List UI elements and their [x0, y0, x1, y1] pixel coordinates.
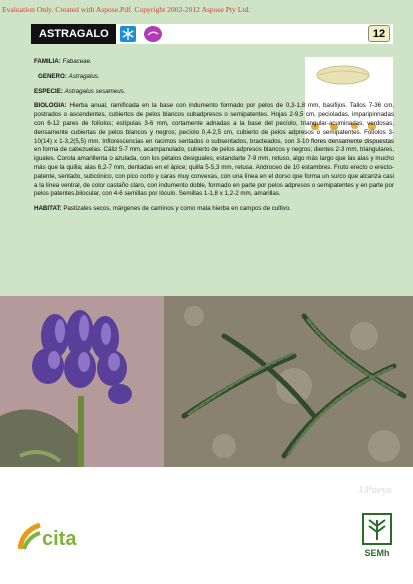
especie-label: ESPECIE: [34, 87, 63, 95]
footer [0, 467, 413, 584]
page-number: 12 [368, 25, 390, 42]
semh-logo-text: SEMh [364, 548, 390, 558]
familia-label: FAMILIA: [34, 58, 61, 65]
watermark-text: Evaluation Only. Created with Aspose.Pdf. Copyright 2002-2012 Aspose Pty Ltd. [2, 5, 251, 14]
habitat-paragraph [34, 205, 394, 214]
semh-logo [357, 512, 397, 577]
especie-line [34, 88, 394, 97]
genero-line [34, 73, 394, 82]
photo-strip [0, 296, 413, 467]
cita-logo [18, 519, 90, 558]
habitat-text: Pastizales secos, márgenes de caminos y como mala hierba en campos de cultivo. [63, 205, 292, 213]
plant-habit-photo [164, 296, 413, 467]
familia-value: Fabaceae. [62, 58, 92, 65]
biologia-text: Hierba anual, ramificada en la base con indumento formado por pelos de 0,3-1,8 mm, basifijos. Tallos 7-36 cm, postrados o ascendentes, cubiertos de pelos blancos subadpresos o semipatentes. Hojas 2-9,5 cm, pecioladas, imparipinnadas con 6-12 pares de folíolos; estípulas 3-6 mm, cortamente adnadas a la base del pecíolo, triangular-acuminadas, verdosas, densamente cubiertas de pelos blancos y negros; pecíolo 0,4-2,5 cm, cubierto de pelos adpresos o semipatentes. Folíolos 3-10(14) x 1-3,2(5,5) mm. Inflorescencias en racimos sentados o subsentados, bracteados, con 3-10 flores densamente dispuestas en forma de cabezuelas. Cáliz 5-7 mm, acampanulado, cubierto de pelos adpresos blancos y negros; dientes 2-3 mm, triangulares, iguales. Corola amarillenta o azulada, con los pétalos desiguales; estandarte 7-9 mm, retuso, algo más largo que las alas y mucho más que la quilla; alas 6,2-7 mm, dentadas en el ápice; quilla 5-5,3 mm, retusa. Androceo de 10 estambres. Fruto erecto o erecto-patente, sentado, subcónico, con pico corto y caras muy convexas, con una línea en el dorso que forma un surco que alcanza casi a la línea ventral, de color castaño claro, con indumento doble, formado en parte por pelos adpresos o semipatentes y en parte por pelos patentes,bilocular, con 4-6 semillas por lóculo. Semillas 1-1,8 x 1,2-2 mm, amarillas. [34, 102, 394, 198]
habitat-label: HABITAT: [34, 205, 62, 213]
flower-badge-icon [144, 26, 162, 42]
genero-label: GENERO: [38, 72, 67, 80]
genero-value: Astragalus. [68, 72, 100, 80]
especie-value: Astragalus sesameus. [64, 87, 126, 95]
flower-photo [0, 296, 164, 467]
biologia-label: BIOLOGIA: [34, 102, 67, 110]
snowflake-icon [120, 26, 136, 42]
header-bar [31, 24, 393, 44]
description-text [34, 58, 394, 220]
svg-text:cita: cita [42, 528, 77, 550]
biologia-paragraph [34, 102, 394, 199]
page-title: ASTRAGALO [31, 24, 116, 44]
familia-line [34, 58, 394, 67]
author-signature: J.Pueyo [358, 485, 392, 496]
